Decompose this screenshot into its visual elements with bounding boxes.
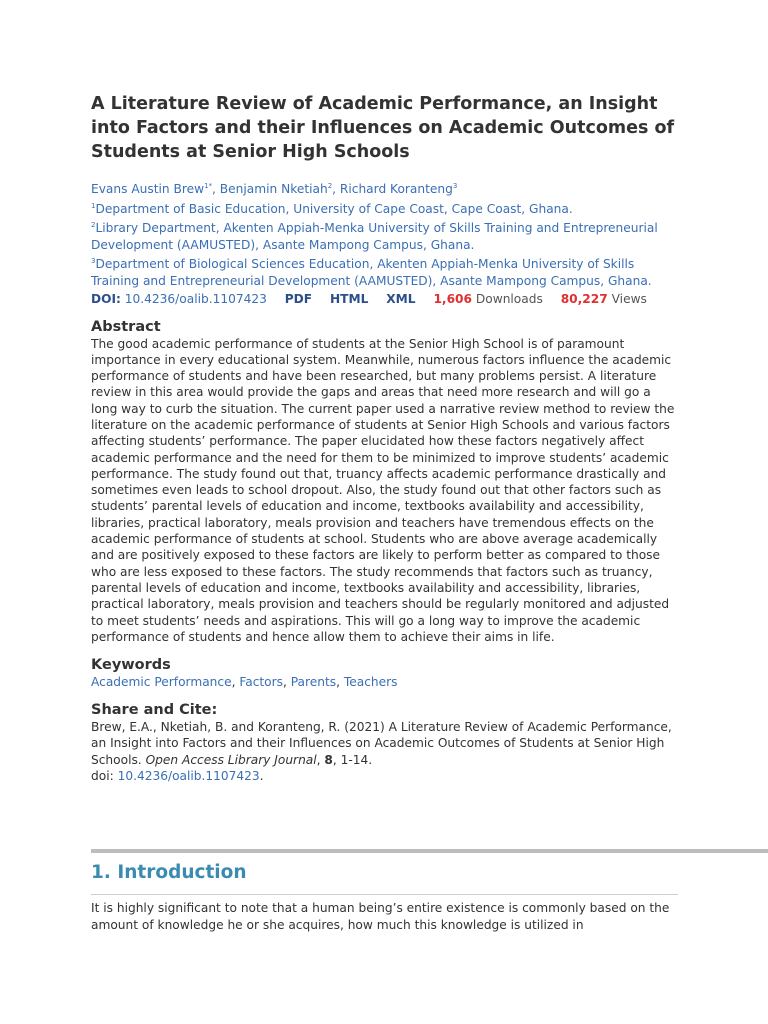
heading-underline [91,894,678,895]
affiliation: $^1$Department of Basic Education, University of Cape Coast, Cape Coast, Ghana. [91,201,573,216]
html-link[interactable]: HTML [329,292,369,306]
keyword-link[interactable]: Factors [239,675,283,690]
author-link[interactable]: Benjamin Nketiah$^2$ [219,182,333,196]
author-link[interactable]: Evans Austin Brew$^{1*}$ [91,182,213,196]
pdf-link[interactable]: PDF [284,292,313,306]
views-label: Views [611,292,647,306]
keywords-heading: Keywords [91,657,171,674]
abstract-text: The good academic performance of students at the Senior High School is of paramount importance in every educational system. Meanwhile, numerous factors influence the academic performance of students and have been researched, but many problems persist. A literature review in this area would provide the gaps and areas that need more research and will go a long way to curb the situation. The current paper used a narrative review method to review the literature on the academic performance of students at Senior High Schools and various factors affecting students’ performance. The paper elucidated how these factors negatively affect academic performance and the need for them to be minimized to improve students’ academic performance. The study found out that, truancy affects academic performance drastically and sometimes even leads to school dropout. Also, the study found out that other factors such as students’ parental levels of education and income, textbooks availability and accessibility, libraries, practical laboratory, meals provision and teachers have tremendous effects on the academic performance of students at school. Students who are above average academically and are positively exposed to these factors are likely to perform better as compared to those who are less exposed to these factors. The study recommends that factors such as truancy, parental levels of education and income, textbooks availability and accessibility, libraries, practical laboratory, meals provision and teachers should be regularly monitored and adjusted to meet students’ needs and aspirations. This will go a long way to improve the academic performance of students and hence allow them to achieve their aims in life. [91,336,675,644]
xml-link[interactable]: XML [386,292,416,306]
citation: Brew, E.A., Nketiah, B. and Koranteng, R. (2021) A Literature Review of Academic Performance, an Insight into Factors and their Influences on Academic Outcomes of Students at Senior High Schools. Open Access Library Journal, 8, 1-14. doi: 10.4236/oalib.1107423. [91,719,672,784]
views-count: 80,227 [560,292,608,306]
doi-label: DOI: [91,292,121,306]
citation-doi-link[interactable]: 10.4236/oalib.1107423 [117,769,260,784]
affiliation: $^2$Library Department, Akenten Appiah-Menka University of Skills Training and Entrepreneurial Development (AAMUSTED), Asante Mampong Campus, Ghana. [91,221,658,252]
keyword-list: Academic Performance, Factors, Parents, Teachers [91,675,398,690]
section-divider [91,849,768,853]
downloads-count: 1,606 [433,292,473,306]
doi-link[interactable]: 10.4236/oalib.1107423 [124,292,267,306]
keyword-link[interactable]: Teachers [343,675,398,690]
introduction-heading: 1. Introduction [91,862,247,883]
article-meta [91,291,678,308]
affiliation: $^3$Department of Biological Sciences Education, Akenten Appiah-Menka University of Skills Training and Entrepreneurial Development (AAMUSTED), Asante Mampong Campus, Ghana. [91,257,652,288]
journal-name: Open Access Library Journal [145,752,317,767]
paper-title: A Literature Review of Academic Performance, an Insight into Factors and their Influences on Academic Outcomes of Students at Senior High Schools [91,94,675,162]
introduction-text: It is highly significant to note that a human being’s entire existence is commonly based on the amount of knowledge he or she acquires, how much this knowledge is utilized in [91,901,670,932]
author-link[interactable]: Richard Koranteng$^3$ [339,182,458,196]
abstract-heading: Abstract [91,318,161,335]
keyword-link[interactable]: Parents [290,675,337,690]
journal-volume: 8 [324,752,333,767]
downloads-label: Downloads [475,292,543,306]
keyword-link[interactable]: Academic Performance [91,675,232,690]
author-list: Evans Austin Brew$^{1*}$, Benjamin Nketiah$^2$, Richard Koranteng$^3$ [91,182,458,196]
share-cite-heading: Share and Cite: [91,701,218,718]
